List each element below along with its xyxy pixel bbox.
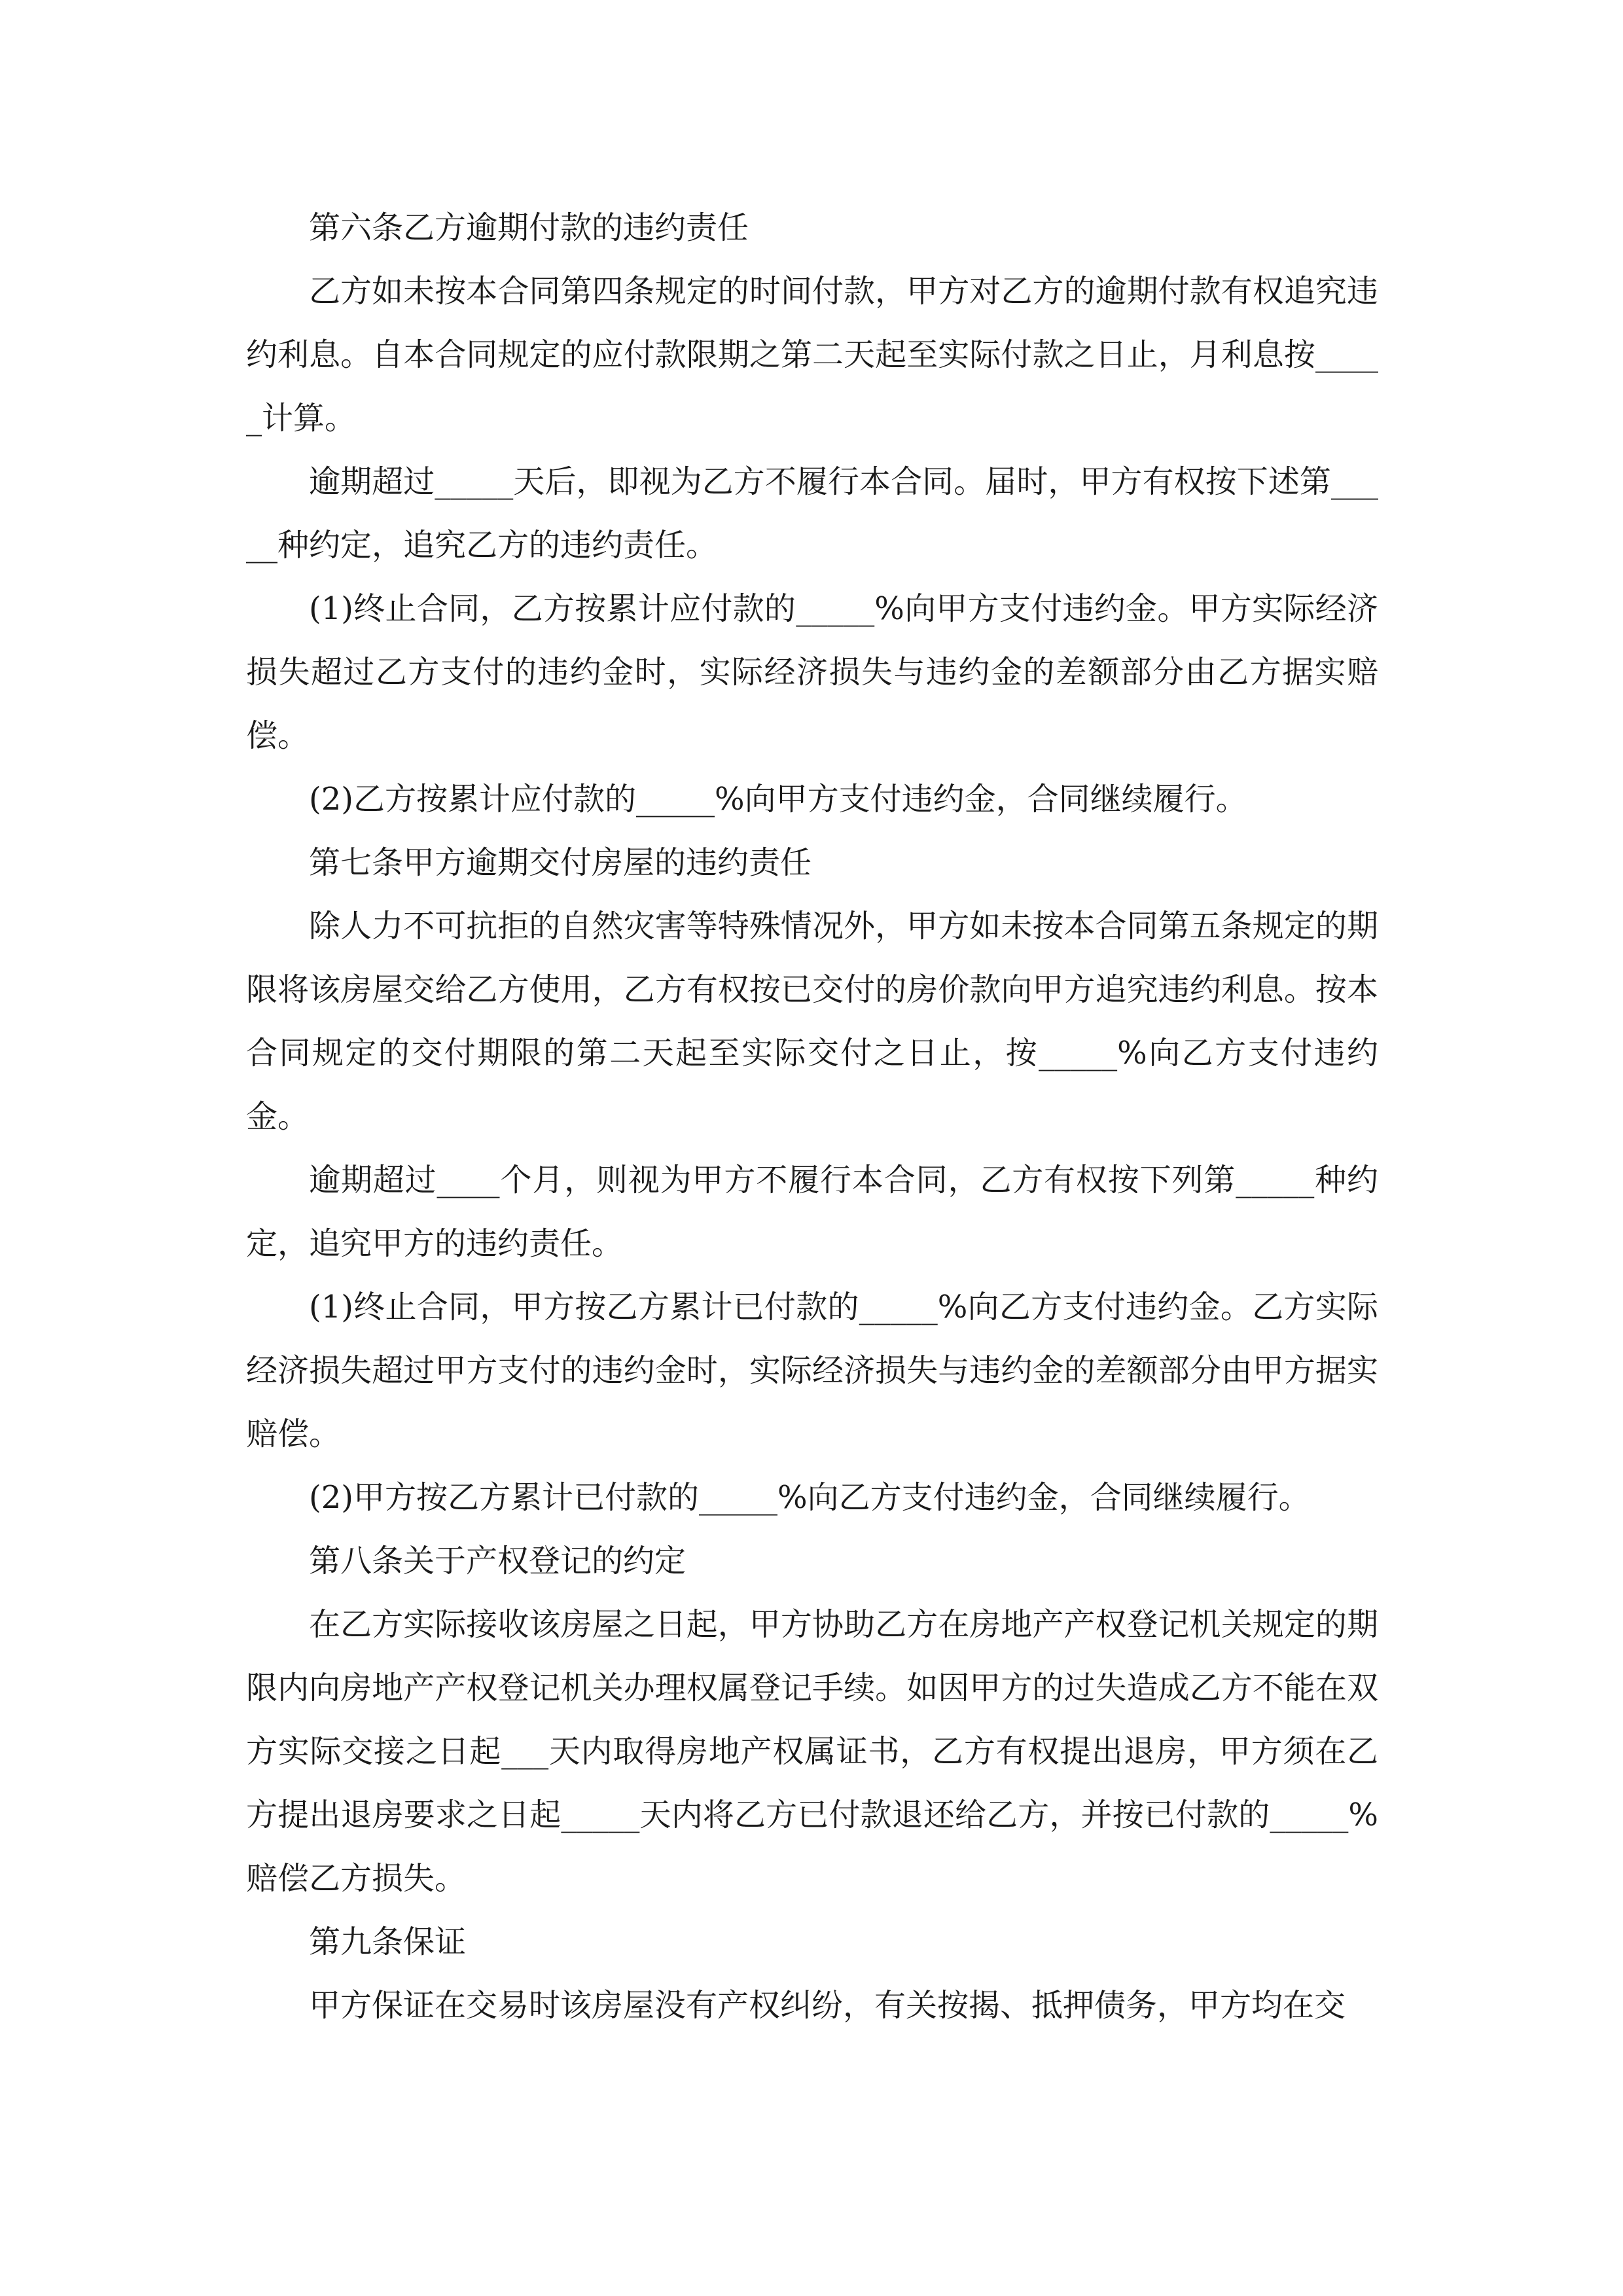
article-8-paragraph-1: 在乙方实际接收该房屋之日起，甲方协助乙方在房地产产权登记机关规定的期限内向房地产产权登记机关办理权属登记手续。如因甲方的过失造成乙方不能在双方实际交接之日起___天内取得房地产权属证书，乙方有权提出退房，甲方须在乙方提出退房要求之日起_____天内将乙方已付款退还给乙方，并按已付款的_____%赔偿乙方损失。	[246, 1606, 1378, 1897]
article-6-option-2: (2)乙方按累计应付款的_____%向甲方支付违约金，合同继续履行。	[309, 781, 1247, 817]
article-9-heading: 第九条保证	[309, 1924, 467, 1960]
article-7-paragraph-1: 除人力不可抗拒的自然灾害等特殊情况外，甲方如未按本合同第五条规定的期限将该房屋交给乙方使用，乙方有权按已交付的房价款向甲方追究违约利息。按本合同规定的交付期限的第二天起至实际交付之日止，按_____%向乙方支付违约金。	[246, 908, 1378, 1135]
article-7-paragraph-2: 逾期超过____个月，则视为甲方不履行本合同，乙方有权按下列第_____种约定，追究甲方的违约责任。	[246, 1162, 1378, 1262]
article-7-heading: 第七条甲方逾期交付房屋的违约责任	[309, 844, 812, 881]
article-7-option-1: (1)终止合同，甲方按乙方累计已付款的_____%向乙方支付违约金。乙方实际经济损失超过甲方支付的违约金时，实际经济损失与违约金的差额部分由甲方据实赔偿。	[246, 1289, 1378, 1452]
article-6-paragraph-2: 逾期超过_____天后，即视为乙方不履行本合同。届时，甲方有权按下述第_____种约定，追究乙方的违约责任。	[246, 463, 1378, 564]
article-8-heading: 第八条关于产权登记的约定	[309, 1543, 687, 1579]
article-9-paragraph-1: 甲方保证在交易时该房屋没有产权纠纷，有关按揭、抵押债务，甲方均在交	[309, 1987, 1346, 2024]
document-body	[246, 196, 1378, 2037]
article-6-heading: 第六条乙方逾期付款的违约责任	[309, 209, 749, 246]
article-7-option-2: (2)甲方按乙方累计已付款的_____%向乙方支付违约金，合同继续履行。	[309, 1479, 1310, 1516]
article-6-paragraph-1: 乙方如未按本合同第四条规定的时间付款，甲方对乙方的逾期付款有权追究违约利息。自本合同规定的应付款限期之第二天起至实际付款之日止，月利息按_____计算。	[246, 273, 1378, 437]
article-6-option-1: (1)终止合同，乙方按累计应付款的_____%向甲方支付违约金。甲方实际经济损失超过乙方支付的违约金时，实际经济损失与违约金的差额部分由乙方据实赔偿。	[246, 590, 1378, 754]
